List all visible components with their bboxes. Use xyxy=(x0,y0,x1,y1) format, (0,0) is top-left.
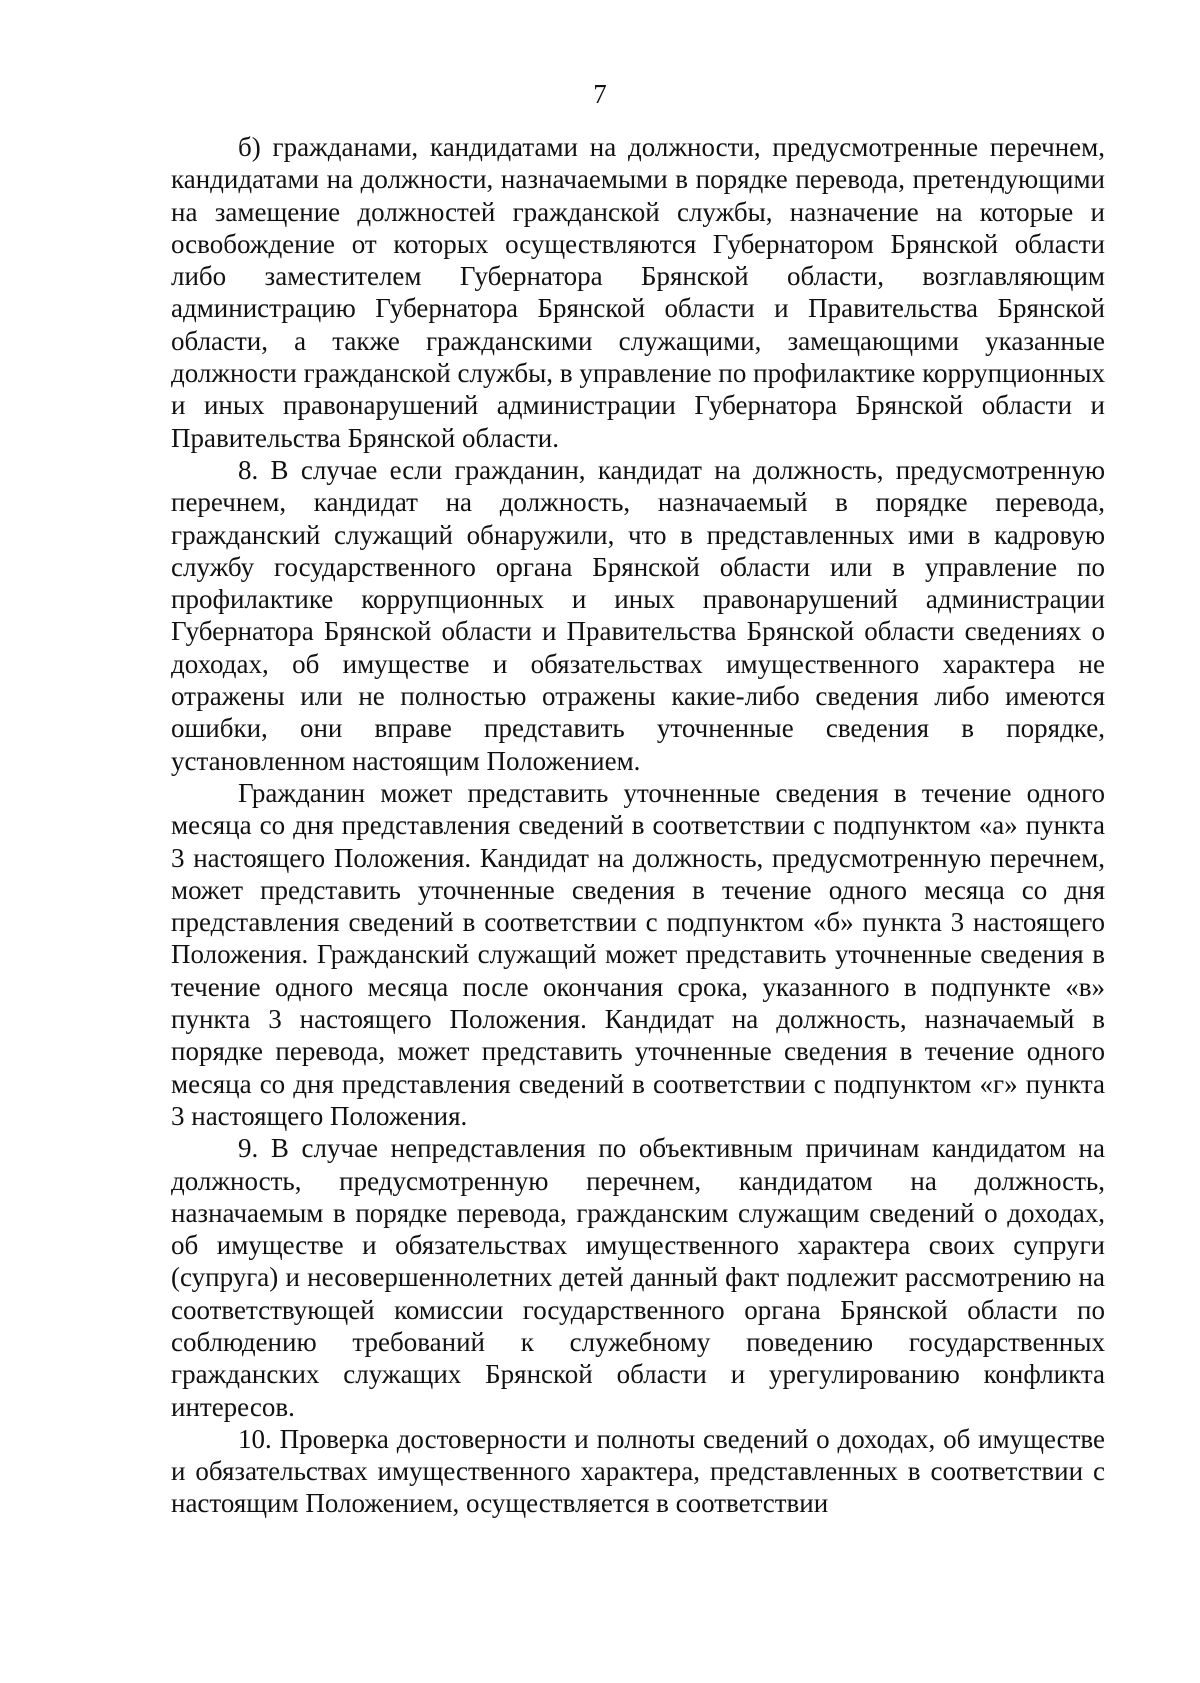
page-number: 7 xyxy=(593,79,607,109)
paragraph-subitem-b: б) гражданами, кандидатами на должности, предусмотренные перечнем, кандидатами на должности, назначаемыми в порядке перевода, претендующими на замещение должностей гражданской службы, назначение на которые и освобождение от которых осуществляются Губернатором Брянской области либо заместителем Губернатора Брянской области, возглавляющим администрацию Губернатора Брянской области и Правительства Брянской области, а также гражданскими служащими, замещающими указанные должности гражданской службы, в управление по профилактике коррупционных и иных правонарушений администрации Губернатора Брянской области и Правительства Брянской области. xyxy=(171,132,1105,453)
paragraph-item-10: 10. Проверка достоверности и полноты сведений о доходах, об имуществе и обязательствах имущественного характера, представленных в соответствии с настоящим Положением, осуществляется в соответствии xyxy=(171,1423,1105,1519)
document-body xyxy=(171,131,1105,1520)
paragraph-item-9: 9. В случае непредставления по объективным причинам кандидатом на должность, предусмотренную перечнем, кандидатом на должность, назначаемым в порядке перевода, гражданским служащим сведений о доходах, об имуществе и обязательствах имущественного характера своих супруги (супруга) и несовершеннолетних детей данный факт подлежит рассмотрению на соответствующей комиссии государственного органа Брянской области по соблюдению требований к служебному поведению государственных гражданских служащих Брянской области и урегулированию конфликта интересов. xyxy=(171,1133,1105,1422)
paragraph-item-8-continued: Гражданин может представить уточненные сведения в течение одного месяца со дня представления сведений в соответствии с подпунктом «а» пункта 3 настоящего Положения. Кандидат на должность, предусмотренную перечнем, может представить уточненные сведения в течение одного месяца со дня представления сведений в соответствии с подпунктом «б» пункта 3 настоящего Положения. Гражданский служащий может представить уточненные сведения в течение одного месяца после окончания срока, указанного в подпункте «в» пункта 3 настоящего Положения. Кандидат на должность, назначаемый в порядке перевода, может представить уточненные сведения в течение одного месяца со дня представления сведений в соответствии с подпунктом «г» пункта 3 настоящего Положения. xyxy=(171,777,1105,1131)
paragraph-item-8: 8. В случае если гражданин, кандидат на должность, предусмотренную перечнем, кандидат на должность, назначаемый в порядке перевода, гражданский служащий обнаружили, что в представленных ими в кадровую службу государственного органа Брянской области или в управление по профилактике коррупционных и иных правонарушений администрации Губернатора Брянской области и Правительства Брянской области сведениях о доходах, об имуществе и обязательствах имущественного характера не отражены или не полностью отражены какие-либо сведения либо имеются ошибки, они вправе представить уточненные сведения в порядке, установленном настоящим Положением. xyxy=(171,454,1105,776)
